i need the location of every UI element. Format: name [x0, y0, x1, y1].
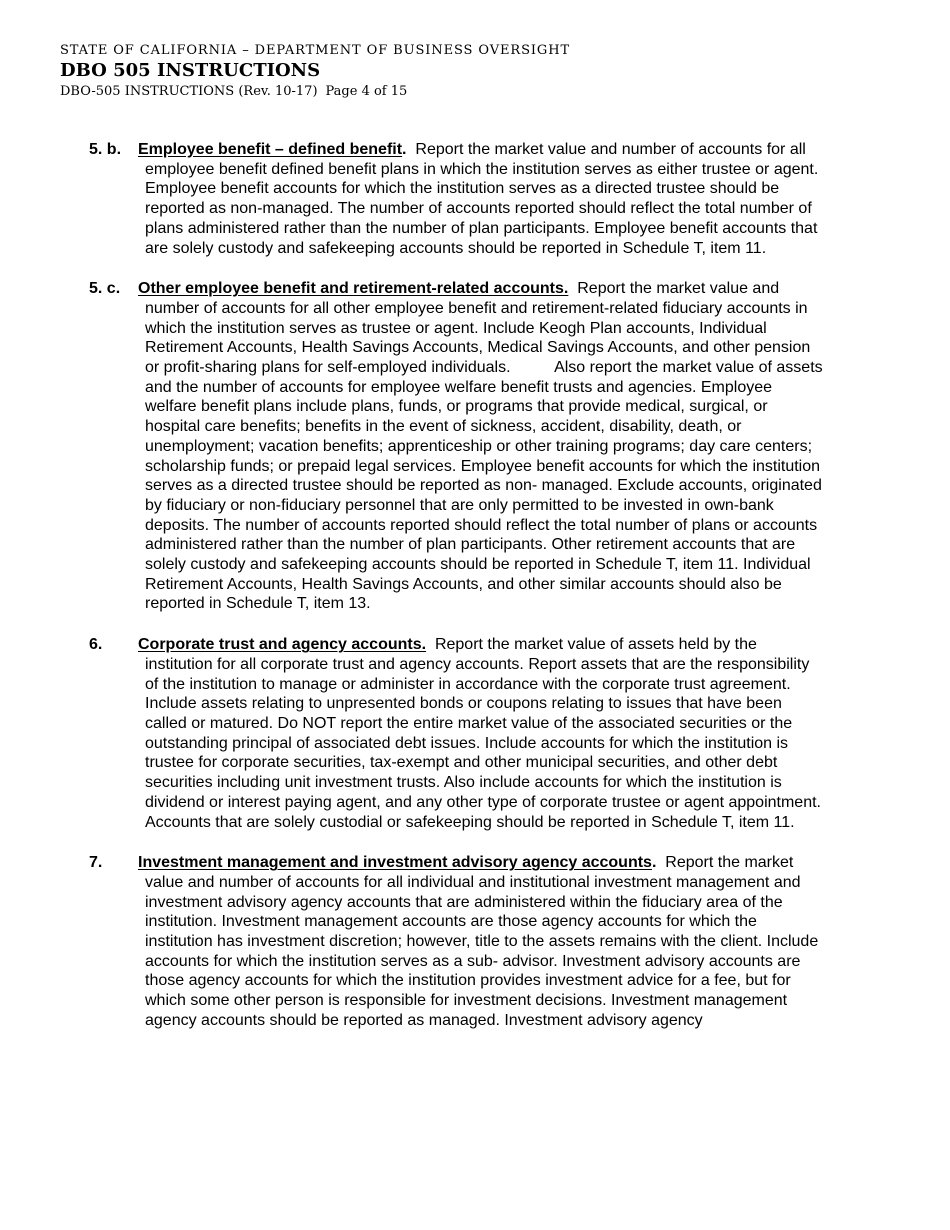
paragraph-line: employee benefit defined benefit plans in which the institution serves as either trustee or agent. — [145, 160, 819, 178]
paragraph-line: institution for all corporate trust and agency accounts. Report assets that are the responsibility — [145, 655, 810, 673]
paragraph-line: trustee for corporate securities, tax-exempt and other municipal securities, and other debt — [145, 754, 778, 772]
paragraph-line: and the number of accounts for employee welfare benefit trusts and agencies. Employee — [145, 378, 773, 396]
paragraph-line: accounts for which the institution serves as a sub- advisor. Investment advisory accounts are — [145, 952, 801, 970]
item-first-line — [89, 853, 884, 873]
paragraph-line: investment advisory agency accounts that are administered within the fiduciary area of the — [145, 893, 783, 911]
item-6 — [89, 635, 884, 832]
paragraph-line: securities including unit investment trusts. Also include accounts for which the institution is — [145, 774, 782, 792]
item-heading: Corporate trust and agency accounts. — [138, 636, 427, 654]
item-heading: Employee benefit – defined benefit — [138, 141, 403, 158]
first-line-text: Report the market value and — [568, 280, 780, 298]
first-line-text: Report the market value of assets held by the — [426, 636, 757, 654]
paragraph-line: administered rather than the number of plan participants. Other retirement accounts that are — [145, 536, 796, 554]
paragraph-line: number of accounts for all other employee benefit and retirement-related fiduciary accounts in — [145, 299, 808, 317]
paragraph-line: of the institution to manage or administer in accordance with the corporate trust agreement. — [145, 675, 791, 693]
paragraph-line: by fiduciary or non-fiduciary personnel that are only permitted to be invested in own-bank — [145, 496, 774, 514]
item-paragraph — [89, 160, 884, 259]
item-number: 6. — [89, 636, 103, 654]
paragraph-line: Employee benefit accounts for which the institution serves as a directed trustee should be — [145, 180, 780, 198]
paragraph-line: which some other person is responsible for investment decisions. Investment management — [145, 992, 788, 1010]
paragraph-line: institution has investment discretion; however, title to the assets remains with the client. Include — [145, 933, 819, 951]
heading-punctuation: . — [402, 141, 407, 158]
paragraph-line: deposits. The number of accounts reported should reflect the total number of plans or accounts — [145, 516, 818, 534]
paragraph-line: welfare benefit plans include plans, funds, or programs that provide medical, surgical, or — [145, 398, 768, 416]
paragraph-line: Retirement Accounts, Health Savings Accounts, Medical Savings Accounts, and other pension — [145, 339, 811, 357]
item-number: 5. b. — [89, 141, 122, 158]
paragraph-line: institution. Investment management accounts are those agency accounts for which the — [145, 913, 757, 931]
paragraph-line: serves as a directed trustee should be reported as non- managed. Exclude accounts, originated — [145, 477, 822, 495]
revision-line — [60, 83, 570, 101]
paragraph-line: value and number of accounts for all individual and institutional investment management and — [145, 873, 801, 891]
heading-punctuation: . — [651, 854, 657, 872]
paragraph-line: those agency accounts for which the institution provides investment advice for a fee, but for — [145, 972, 791, 990]
item-heading: Investment management and investment advisory agency accounts — [138, 854, 652, 872]
paragraph-line: dividend or interest paying agent, and any other type of corporate trustee or agent appointment. — [145, 793, 821, 811]
paragraph-line: Accounts that are solely custodial or safekeeping should be reported in Schedule T, item 11. — [145, 813, 795, 831]
paragraph-line: agency accounts should be reported as managed. Investment advisory agency — [145, 1011, 703, 1029]
first-line-text: Report the market value and number of accounts for all — [406, 141, 806, 158]
item-paragraph — [89, 655, 884, 832]
paragraph-line: or profit-sharing plans for self-employed individuals. Also report the market value of assets — [145, 359, 823, 377]
document-body — [89, 140, 884, 1052]
item-heading: Other employee benefit and retirement-related accounts. — [138, 280, 569, 298]
paragraph-line: reported in Schedule T, item 13. — [145, 595, 371, 613]
item-first-line — [89, 140, 884, 160]
page-number: Page 4 of 15 — [325, 84, 408, 99]
paragraph-line: are solely custody and safekeeping accounts should be reported in Schedule T, item 11. — [145, 239, 767, 257]
item-paragraph — [89, 873, 884, 1031]
item-7 — [89, 853, 884, 1030]
item-5c — [89, 279, 884, 614]
document-title: DBO 505 INSTRUCTIONS — [60, 60, 321, 81]
item-5b — [89, 140, 884, 258]
paragraph-line: unemployment; vacation benefits; apprenticeship or other training programs; day care centers; — [145, 437, 813, 455]
paragraph-line: called or matured. Do NOT report the entire market value of the associated securities or the — [145, 714, 793, 732]
item-first-line — [89, 279, 884, 299]
paragraph-line: Retirement Accounts, Health Savings Accounts, and other similar accounts should also be — [145, 575, 782, 593]
paragraph-line: which the institution serves as trustee or agent. Include Keogh Plan accounts, Individual — [145, 319, 767, 337]
item-paragraph — [89, 299, 884, 614]
agency-name: STATE OF CALIFORNIA – DEPARTMENT OF BUSINESS OVERSIGHT — [60, 43, 571, 58]
item-number: 7. — [89, 854, 103, 872]
first-line-text: Report the market — [656, 854, 794, 872]
paragraph-line: hospital care benefits; benefits in the event of sickness, accident, disability, death, or — [145, 418, 742, 436]
page-header — [60, 42, 570, 101]
paragraph-line: scholarship funds; or prepaid legal services. Employee benefit accounts for which the institution — [145, 457, 821, 475]
item-first-line — [89, 635, 884, 655]
revision-label: DBO-505 INSTRUCTIONS (Rev. 10-17) — [60, 84, 318, 99]
item-number: 5. c. — [89, 280, 121, 298]
paragraph-line: reported as non-managed. The number of accounts reported should reflect the total number of — [145, 200, 812, 218]
paragraph-line: Include assets relating to unpresented bonds or coupons relating to issues that have been — [145, 695, 782, 713]
paragraph-line: outstanding principal of associated debt issues. Include accounts for which the institution is — [145, 734, 789, 752]
paragraph-line: solely custody and safekeeping accounts should be reported in Schedule T, item 11. Individual — [145, 556, 811, 574]
paragraph-line: plans administered rather than the number of plan participants. Employee benefit accounts that — [145, 219, 818, 237]
